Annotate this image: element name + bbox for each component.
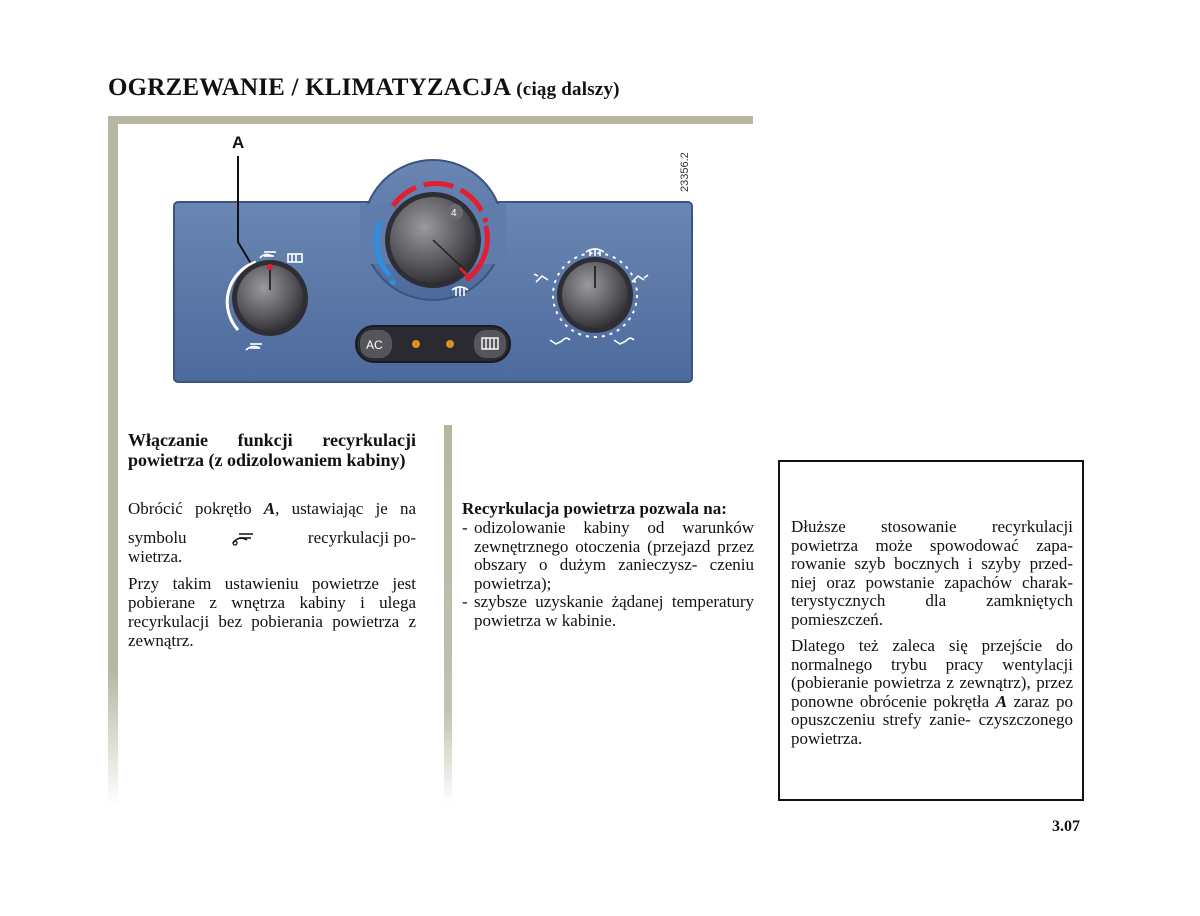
warning-note-text-before: Dlatego też zaleca się przejście do normalnego trybu pracy wentylacji (pobieranie powietrza z zewnątrz), przez ponowne obrócenie pokrętła: [791, 636, 1073, 711]
column-divider: [444, 425, 452, 805]
fan-speed-mark: 4: [451, 208, 457, 219]
left-dial-indicator: [267, 264, 273, 270]
list-item-text: odizolowanie kabiny od warunków zewnętrznego otoczenia (przejazd przez obszary o dużym zanieczysz- czeniu powietrza);: [474, 518, 754, 593]
ac-led: [412, 340, 420, 348]
heating-control-panel-figure: [160, 130, 710, 390]
recirculation-symbol-icon: [230, 529, 264, 547]
instruction-line-1: [128, 499, 416, 518]
warning-note-box: [778, 460, 1084, 801]
knob-a-ref: A: [263, 499, 276, 518]
page-title-main: OGRZEWANIE / KLIMATYZACJA: [108, 74, 510, 101]
ac-button-label: AC: [366, 338, 383, 352]
list-item-text: szybsze uzyskanie żądanej temperatury powietrza w kabinie.: [474, 592, 754, 630]
warning-note-paragraph-1: Dłuższe stosowanie recyrkulacji powietrza może spowodować zapa- rowanie szyb bocznych i szyby przed- niej oraz powstanie zapachów charak- terystycznych dla zamkniętych pomieszczeń.: [791, 517, 1073, 629]
instruction-text-after: , ustawiając je na: [275, 499, 416, 518]
instruction-line-3: wietrza.: [128, 547, 183, 566]
knob-a-ref-note: A: [995, 691, 1008, 711]
figure-ref-code: 23356.2: [679, 152, 691, 192]
list-item: - odizolowanie kabiny od warunków zewnętrznego otoczenia (przejazd przez obszary o dużym zanieczysz- czeniu powietrza);: [462, 518, 754, 593]
warning-note-text-after: zaraz po opuszczeniu strefy zanie- czyszczonego powietrza.: [791, 691, 1074, 748]
instruction-line-2-rest: recyrkulacji po-: [307, 528, 416, 547]
instruction-line-2: [128, 528, 416, 547]
recirculation-benefits-list: [462, 519, 754, 630]
page-title-subtitle: (ciąg dalszy): [516, 79, 620, 100]
instruction-text-before: Obrócić pokrętło: [128, 499, 252, 518]
label-a: A: [232, 133, 245, 152]
instruction-symbol-word: symbolu: [128, 528, 187, 547]
warning-note-paragraph-2: [791, 637, 1073, 748]
defrost-led: [446, 340, 454, 348]
page-number: 3.07: [1052, 818, 1080, 835]
list-item: - szybsze uzyskanie żądanej temperatury powietrza w kabinie.: [462, 592, 754, 630]
cold-mark: [390, 279, 396, 285]
recirculation-benefits-heading: Recyrkulacja powietrza pozwala na:: [462, 499, 727, 518]
recirculation-explanation: Przy takim ustawieniu powietrze jest pobierane z wnętrza kabiny i ulega recyrkulacji bez pobierania powietrza z zewnątrz.: [128, 574, 416, 650]
instruction-paragraph: [128, 499, 416, 566]
control-panel-illustration: [160, 130, 710, 390]
left-rule: [108, 116, 118, 806]
top-rule: [108, 116, 753, 124]
page-title: [108, 74, 620, 102]
recirculation-heading: Włączanie funkcji recyrkulacji powietrza (z odizolowaniem kabiny): [128, 430, 416, 470]
